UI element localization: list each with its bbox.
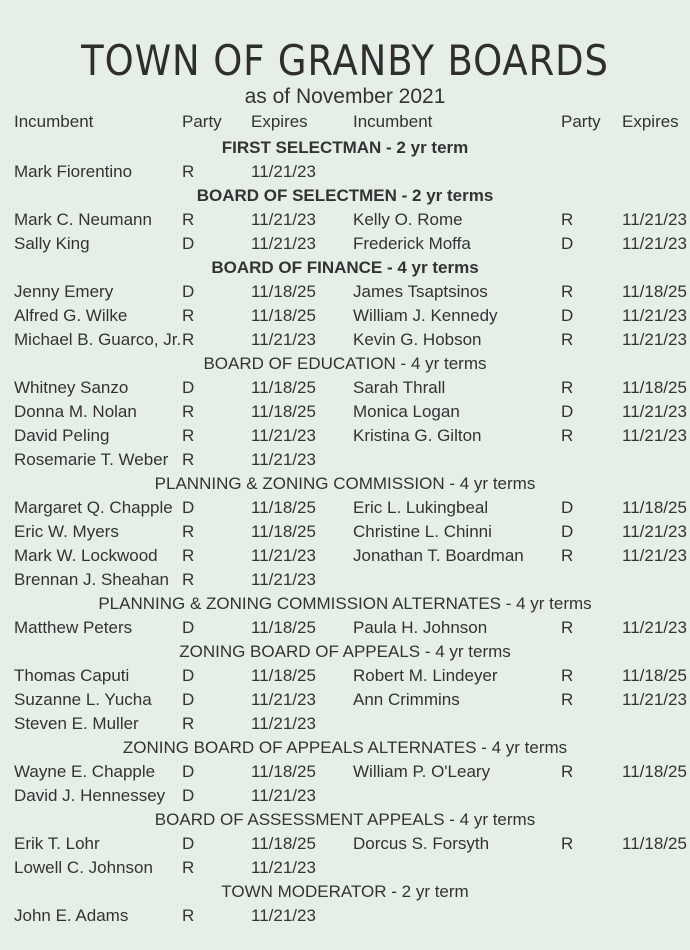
incumbent-name: Steven E. Muller xyxy=(14,714,139,733)
incumbent-name: Sally King xyxy=(14,234,90,253)
party: R xyxy=(182,306,195,325)
table-row xyxy=(0,208,690,232)
header-incumbent-2: Incumbent xyxy=(353,112,433,131)
table-row xyxy=(0,280,690,304)
incumbent-name: Mark W. Lockwood xyxy=(14,546,158,565)
party: D xyxy=(182,234,195,253)
incumbent-name: Mark Fiorentino xyxy=(14,162,133,181)
expires-date: 11/21/23 xyxy=(251,858,316,877)
incumbent-name-2: William P. O'Leary xyxy=(353,762,491,781)
party-2: R xyxy=(561,210,574,229)
incumbent-name: Erik T. Lohr xyxy=(14,834,100,853)
expires-date: 11/21/23 xyxy=(251,546,316,565)
incumbent-name-2: Kevin G. Hobson xyxy=(353,330,482,349)
expires-date: 11/18/25 xyxy=(251,618,316,637)
incumbent-name: David J. Hennessey xyxy=(14,786,166,805)
expires-date-2: 11/21/23 xyxy=(622,690,687,709)
header-expires: Expires xyxy=(251,112,308,131)
expires-date: 11/18/25 xyxy=(251,282,316,301)
expires-date: 11/21/23 xyxy=(251,210,316,229)
party: R xyxy=(182,522,195,541)
incumbent-name: John E. Adams xyxy=(14,906,129,925)
incumbent-name: Suzanne L. Yucha xyxy=(14,690,152,709)
header-party-2: Party xyxy=(561,112,601,131)
incumbent-name-2: Jonathan T. Boardman xyxy=(353,546,524,565)
incumbent-name: Brennan J. Sheahan xyxy=(14,570,170,589)
expires-date: 11/21/23 xyxy=(251,162,316,181)
table-row xyxy=(0,328,690,352)
expires-date: 11/18/25 xyxy=(251,834,316,853)
expires-date: 11/18/25 xyxy=(251,306,316,325)
table-row xyxy=(0,520,690,544)
expires-date: 11/21/23 xyxy=(251,906,316,925)
expires-date-2: 11/21/23 xyxy=(622,306,687,325)
section-heading: TOWN MODERATOR - 2 yr term xyxy=(221,882,469,901)
table-row xyxy=(0,856,690,880)
column-header-row xyxy=(0,110,690,136)
table-row xyxy=(0,568,690,592)
incumbent-name: Mark C. Neumann xyxy=(14,210,152,229)
expires-date-2: 11/21/23 xyxy=(622,210,687,229)
expires-date: 11/18/25 xyxy=(251,498,316,517)
expires-date: 11/21/23 xyxy=(251,690,316,709)
page-subtitle: as of November 2021 xyxy=(244,85,446,108)
incumbent-name: Eric W. Myers xyxy=(14,522,119,541)
party: D xyxy=(182,690,195,709)
party: R xyxy=(182,210,195,229)
party: R xyxy=(182,162,195,181)
section-heading: BOARD OF ASSESSMENT APPEALS - 4 yr terms xyxy=(154,810,536,829)
party: R xyxy=(182,570,195,589)
section-heading: FIRST SELECTMAN - 2 yr term xyxy=(221,138,469,157)
party-2: R xyxy=(561,282,574,301)
party-2: D xyxy=(561,234,574,253)
party: R xyxy=(182,450,195,469)
table-row xyxy=(0,832,690,856)
party: R xyxy=(182,906,195,925)
expires-date-2: 11/18/25 xyxy=(622,762,687,781)
incumbent-name-2: Kristina G. Gilton xyxy=(353,426,482,445)
table-row xyxy=(0,424,690,448)
expires-date-2: 11/21/23 xyxy=(622,402,687,421)
table-row xyxy=(0,304,690,328)
incumbent-name: Michael B. Guarco, Jr. xyxy=(14,330,182,349)
expires-date-2: 11/21/23 xyxy=(622,234,687,253)
table-row xyxy=(0,448,690,472)
party: D xyxy=(182,618,195,637)
party: D xyxy=(182,498,195,517)
board-sections xyxy=(0,136,690,928)
table-row xyxy=(0,232,690,256)
party-2: R xyxy=(561,762,574,781)
table-row xyxy=(0,688,690,712)
party-2: R xyxy=(561,426,574,445)
incumbent-name-2: Kelly O. Rome xyxy=(353,210,463,229)
expires-date: 11/21/23 xyxy=(251,234,316,253)
party-2: D xyxy=(561,306,574,325)
incumbent-name-2: Monica Logan xyxy=(353,402,460,421)
party: R xyxy=(182,330,195,349)
incumbent-name-2: Ann Crimmins xyxy=(353,690,460,709)
party: R xyxy=(182,546,195,565)
party-2: D xyxy=(561,402,574,421)
incumbent-name-2: Sarah Thrall xyxy=(353,378,446,397)
expires-date: 11/18/25 xyxy=(251,762,316,781)
expires-date: 11/21/23 xyxy=(251,786,316,805)
incumbent-name: Jenny Emery xyxy=(14,282,114,301)
expires-date-2: 11/21/23 xyxy=(622,426,687,445)
party-2: R xyxy=(561,546,574,565)
expires-date: 11/21/23 xyxy=(251,330,316,349)
incumbent-name-2: Paula H. Johnson xyxy=(353,618,488,637)
party: R xyxy=(182,714,195,733)
incumbent-name-2: Eric L. Lukingbeal xyxy=(353,498,489,517)
expires-date: 11/21/23 xyxy=(251,426,316,445)
party: R xyxy=(182,426,195,445)
expires-date-2: 11/18/25 xyxy=(622,498,687,517)
incumbent-name: Donna M. Nolan xyxy=(14,402,137,421)
expires-date: 11/21/23 xyxy=(251,570,316,589)
party-2: R xyxy=(561,666,574,685)
incumbent-name: Lowell C. Johnson xyxy=(14,858,153,877)
party-2: R xyxy=(561,834,574,853)
expires-date-2: 11/21/23 xyxy=(622,546,687,565)
party-2: R xyxy=(561,690,574,709)
party: D xyxy=(182,666,195,685)
boards-table xyxy=(0,110,690,928)
expires-date: 11/18/25 xyxy=(251,522,316,541)
expires-date: 11/21/23 xyxy=(251,714,316,733)
section-heading: BOARD OF FINANCE - 4 yr terms xyxy=(211,258,479,277)
expires-date: 11/18/25 xyxy=(251,378,316,397)
table-row xyxy=(0,160,690,184)
incumbent-name-2: William J. Kennedy xyxy=(353,306,498,325)
table-row xyxy=(0,760,690,784)
party-2: R xyxy=(561,378,574,397)
incumbent-name: Margaret Q. Chapple xyxy=(14,498,173,517)
expires-date-2: 11/18/25 xyxy=(622,378,687,397)
table-row xyxy=(0,376,690,400)
table-row xyxy=(0,544,690,568)
expires-date-2: 11/18/25 xyxy=(622,282,687,301)
party: D xyxy=(182,834,195,853)
incumbent-name-2: Christine L. Chinni xyxy=(353,522,492,541)
section-heading: PLANNING & ZONING COMMISSION ALTERNATES - 4 yr terms xyxy=(98,594,592,613)
header-expires-2: Expires xyxy=(622,112,679,131)
section-heading: BOARD OF SELECTMEN - 2 yr terms xyxy=(196,186,494,205)
expires-date-2: 11/18/25 xyxy=(622,666,687,685)
expires-date-2: 11/21/23 xyxy=(622,522,687,541)
party: R xyxy=(182,858,195,877)
incumbent-name: Rosemarie T. Weber xyxy=(14,450,169,469)
expires-date: 11/18/25 xyxy=(251,402,316,421)
table-row xyxy=(0,616,690,640)
incumbent-name-2: Robert M. Lindeyer xyxy=(353,666,498,685)
party-2: R xyxy=(561,330,574,349)
table-row xyxy=(0,496,690,520)
expires-date-2: 11/21/23 xyxy=(622,618,687,637)
party-2: D xyxy=(561,522,574,541)
incumbent-name: David Peling xyxy=(14,426,110,445)
section-heading: BOARD OF EDUCATION - 4 yr terms xyxy=(203,354,487,373)
table-row xyxy=(0,664,690,688)
page-title: TOWN OF GRANBY BOARDS xyxy=(81,36,609,85)
incumbent-name: Thomas Caputi xyxy=(14,666,130,685)
table-row xyxy=(0,400,690,424)
expires-date: 11/18/25 xyxy=(251,666,316,685)
header-incumbent: Incumbent xyxy=(14,112,94,131)
incumbent-name-2: James Tsaptsinos xyxy=(353,282,488,301)
section-heading: PLANNING & ZONING COMMISSION - 4 yr terms xyxy=(154,474,536,493)
table-row xyxy=(0,784,690,808)
party: D xyxy=(182,282,195,301)
incumbent-name: Alfred G. Wilke xyxy=(14,306,128,325)
incumbent-name: Matthew Peters xyxy=(14,618,133,637)
party: D xyxy=(182,378,195,397)
expires-date-2: 11/18/25 xyxy=(622,834,687,853)
party: R xyxy=(182,402,195,421)
party-2: D xyxy=(561,498,574,517)
expires-date: 11/21/23 xyxy=(251,450,316,469)
party: D xyxy=(182,786,195,805)
party-2: R xyxy=(561,618,574,637)
incumbent-name: Whitney Sanzo xyxy=(14,378,129,397)
expires-date-2: 11/21/23 xyxy=(622,330,687,349)
section-heading: ZONING BOARD OF APPEALS - 4 yr terms xyxy=(179,642,511,661)
incumbent-name: Wayne E. Chapple xyxy=(14,762,156,781)
table-row xyxy=(0,904,690,928)
header-party: Party xyxy=(182,112,222,131)
party: D xyxy=(182,762,195,781)
section-heading: ZONING BOARD OF APPEALS ALTERNATES - 4 yr terms xyxy=(122,738,568,757)
table-row xyxy=(0,712,690,736)
incumbent-name-2: Frederick Moffa xyxy=(353,234,471,253)
incumbent-name-2: Dorcus S. Forsyth xyxy=(353,834,490,853)
